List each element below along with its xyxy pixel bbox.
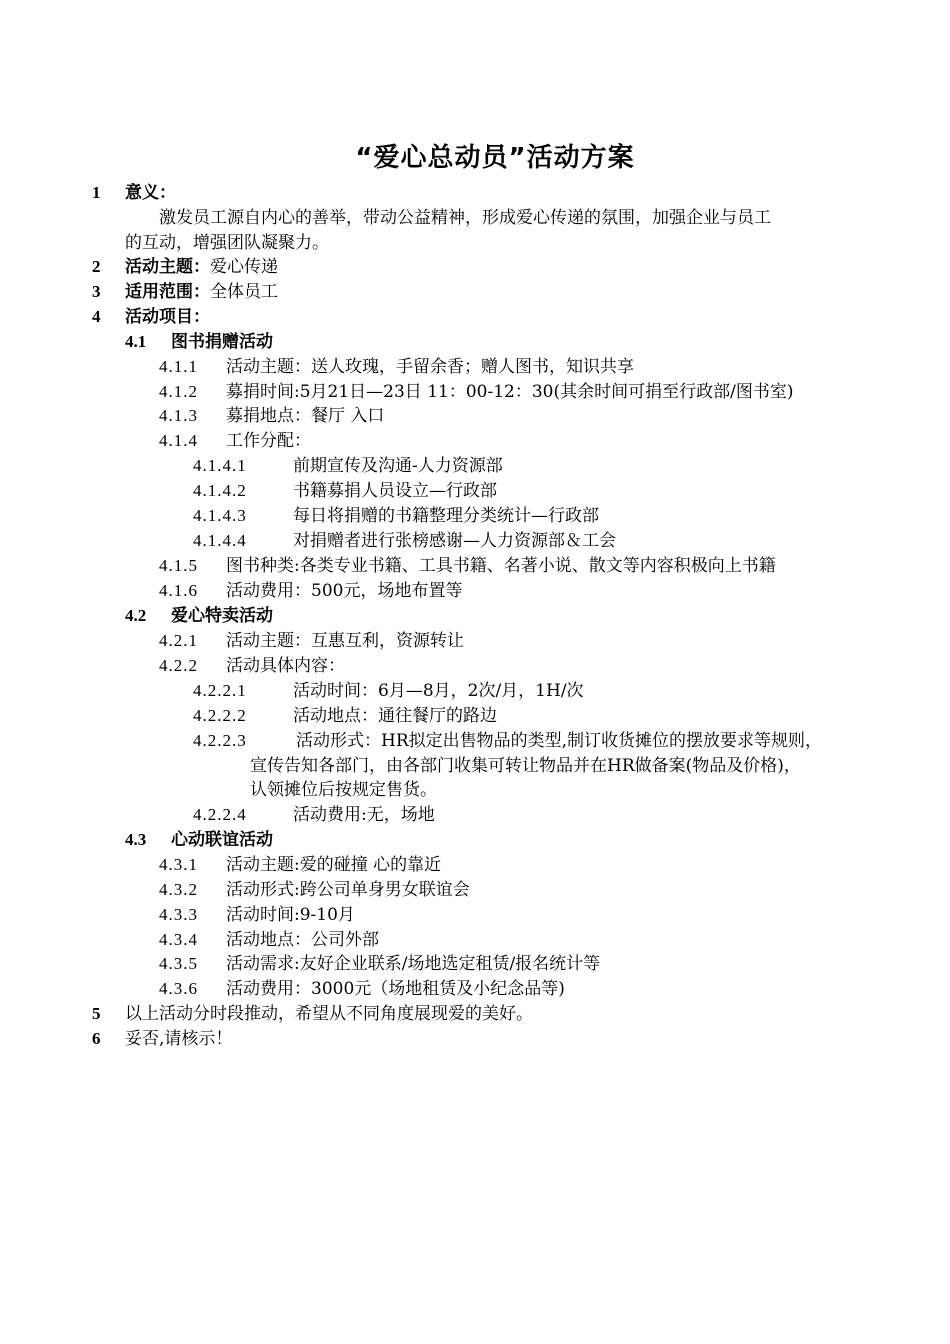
item-text: 活动费用：500元，场地布置等 [226, 581, 463, 601]
subsection-heading: 爱心特卖活动 [171, 606, 273, 626]
item-text: 活动地点：公司外部 [226, 930, 379, 950]
section-value: 爱心传递 [210, 257, 278, 277]
section-heading: 活动主题： [125, 257, 210, 277]
item-text-continued: 认领摊位后按规定售货。 [250, 780, 437, 800]
section-number: 3 [92, 282, 101, 301]
item-number: 4.1.3 [159, 406, 198, 425]
item-number: 4.2.2 [159, 656, 198, 675]
item-number: 4.3.6 [159, 979, 198, 998]
subsection-heading: 图书捐赠活动 [171, 332, 273, 352]
item-number: 4.2.1 [159, 631, 198, 650]
item-number: 4.1.4.2 [193, 481, 247, 500]
item-text: 活动时间:9-10月 [226, 905, 355, 925]
item-number: 4.1.6 [159, 581, 198, 600]
section-number: 4 [92, 307, 101, 326]
item-number: 4.1.4.3 [193, 506, 247, 525]
item-text: 募捐时间:5月21日—23日 11：00-12：30(其余时间可捐至行政部/图书室) [226, 382, 794, 402]
section-heading: 适用范围： [125, 282, 210, 302]
item-text: 活动具体内容： [226, 656, 345, 676]
section-heading: 意义： [125, 183, 176, 203]
section-number: 2 [92, 257, 101, 276]
item-text: 前期宣传及沟通-人力资源部 [293, 456, 503, 476]
item-number: 4.1.4.4 [193, 531, 247, 550]
item-text: 活动地点：通往餐厅的路边 [293, 706, 497, 726]
item-number: 4.3.4 [159, 930, 198, 949]
item-number: 4.3.2 [159, 880, 198, 899]
item-text: 活动形式:跨公司单身男女联谊会 [226, 880, 470, 900]
section-number: 5 [92, 1004, 101, 1023]
item-number: 4.3.3 [159, 905, 198, 924]
item-text: 工作分配： [226, 431, 311, 451]
item-text: 活动费用：3000元（场地租赁及小纪念品等) [226, 979, 565, 999]
item-text: 活动主题:爱的碰撞 心的靠近 [226, 855, 442, 875]
paragraph-line: 的互动，增强团队凝聚力。 [125, 233, 329, 253]
item-text: 活动时间：6月—8月，2次/月，1H/次 [293, 681, 584, 701]
section-value: 全体员工 [210, 282, 278, 302]
item-number: 4.3.5 [159, 954, 198, 973]
section-text: 以上活动分时段推动，希望从不同角度展现爱的美好。 [125, 1004, 533, 1024]
subsection-number: 4.3 [125, 830, 147, 849]
item-number: 4.2.2.3 [193, 731, 247, 750]
section-number: 6 [92, 1029, 101, 1048]
subsection-heading: 心动联谊活动 [171, 830, 273, 850]
item-text: 活动主题：送人玫瑰，手留余香；赠人图书，知识共享 [226, 357, 634, 377]
subsection-number: 4.2 [125, 606, 147, 625]
item-number: 4.1.4.1 [193, 456, 247, 475]
section-number: 1 [92, 183, 101, 202]
item-number: 4.3.1 [159, 855, 198, 874]
item-text: 对捐赠者进行张榜感谢—人力资源部＆工会 [293, 531, 616, 551]
item-number: 4.1.2 [159, 382, 198, 401]
item-text: 每日将捐赠的书籍整理分类统计—行政部 [293, 506, 599, 526]
subsection-number: 4.1 [125, 332, 147, 351]
section-text: 妥否,请核示！ [125, 1029, 233, 1049]
item-number: 4.1.4 [159, 431, 198, 450]
item-number: 4.1.5 [159, 556, 198, 575]
item-text-continued: 宣传告知各部门，由各部门收集可转让物品并在HR做备案(物品及价格)， [250, 756, 801, 776]
item-text: 活动费用:无，场地 [293, 805, 435, 825]
item-number: 4.2.2.2 [193, 706, 247, 725]
item-text: 书籍募捐人员设立—行政部 [293, 481, 497, 501]
section-heading: 活动项目： [125, 307, 210, 327]
document-title: “爱心总动员”活动方案 [355, 143, 635, 173]
item-text: 募捐地点：餐厅 入口 [226, 406, 385, 426]
paragraph-line: 激发员工源自内心的善举，带动公益精神，形成爱心传递的氛围，加强企业与员工 [159, 208, 771, 228]
item-text: 活动需求:友好企业联系/场地选定租赁/报名统计等 [226, 954, 601, 974]
item-text: 图书种类:各类专业书籍、工具书籍、名著小说、散文等内容积极向上书籍 [226, 556, 776, 576]
item-text: 活动主题：互惠互利，资源转让 [226, 631, 464, 651]
item-number: 4.2.2.4 [193, 805, 247, 824]
item-text: 活动形式：HR拟定出售物品的类型,制订收货摊位的摆放要求等规则， [296, 731, 823, 751]
item-number: 4.2.2.1 [193, 681, 247, 700]
item-number: 4.1.1 [159, 357, 198, 376]
